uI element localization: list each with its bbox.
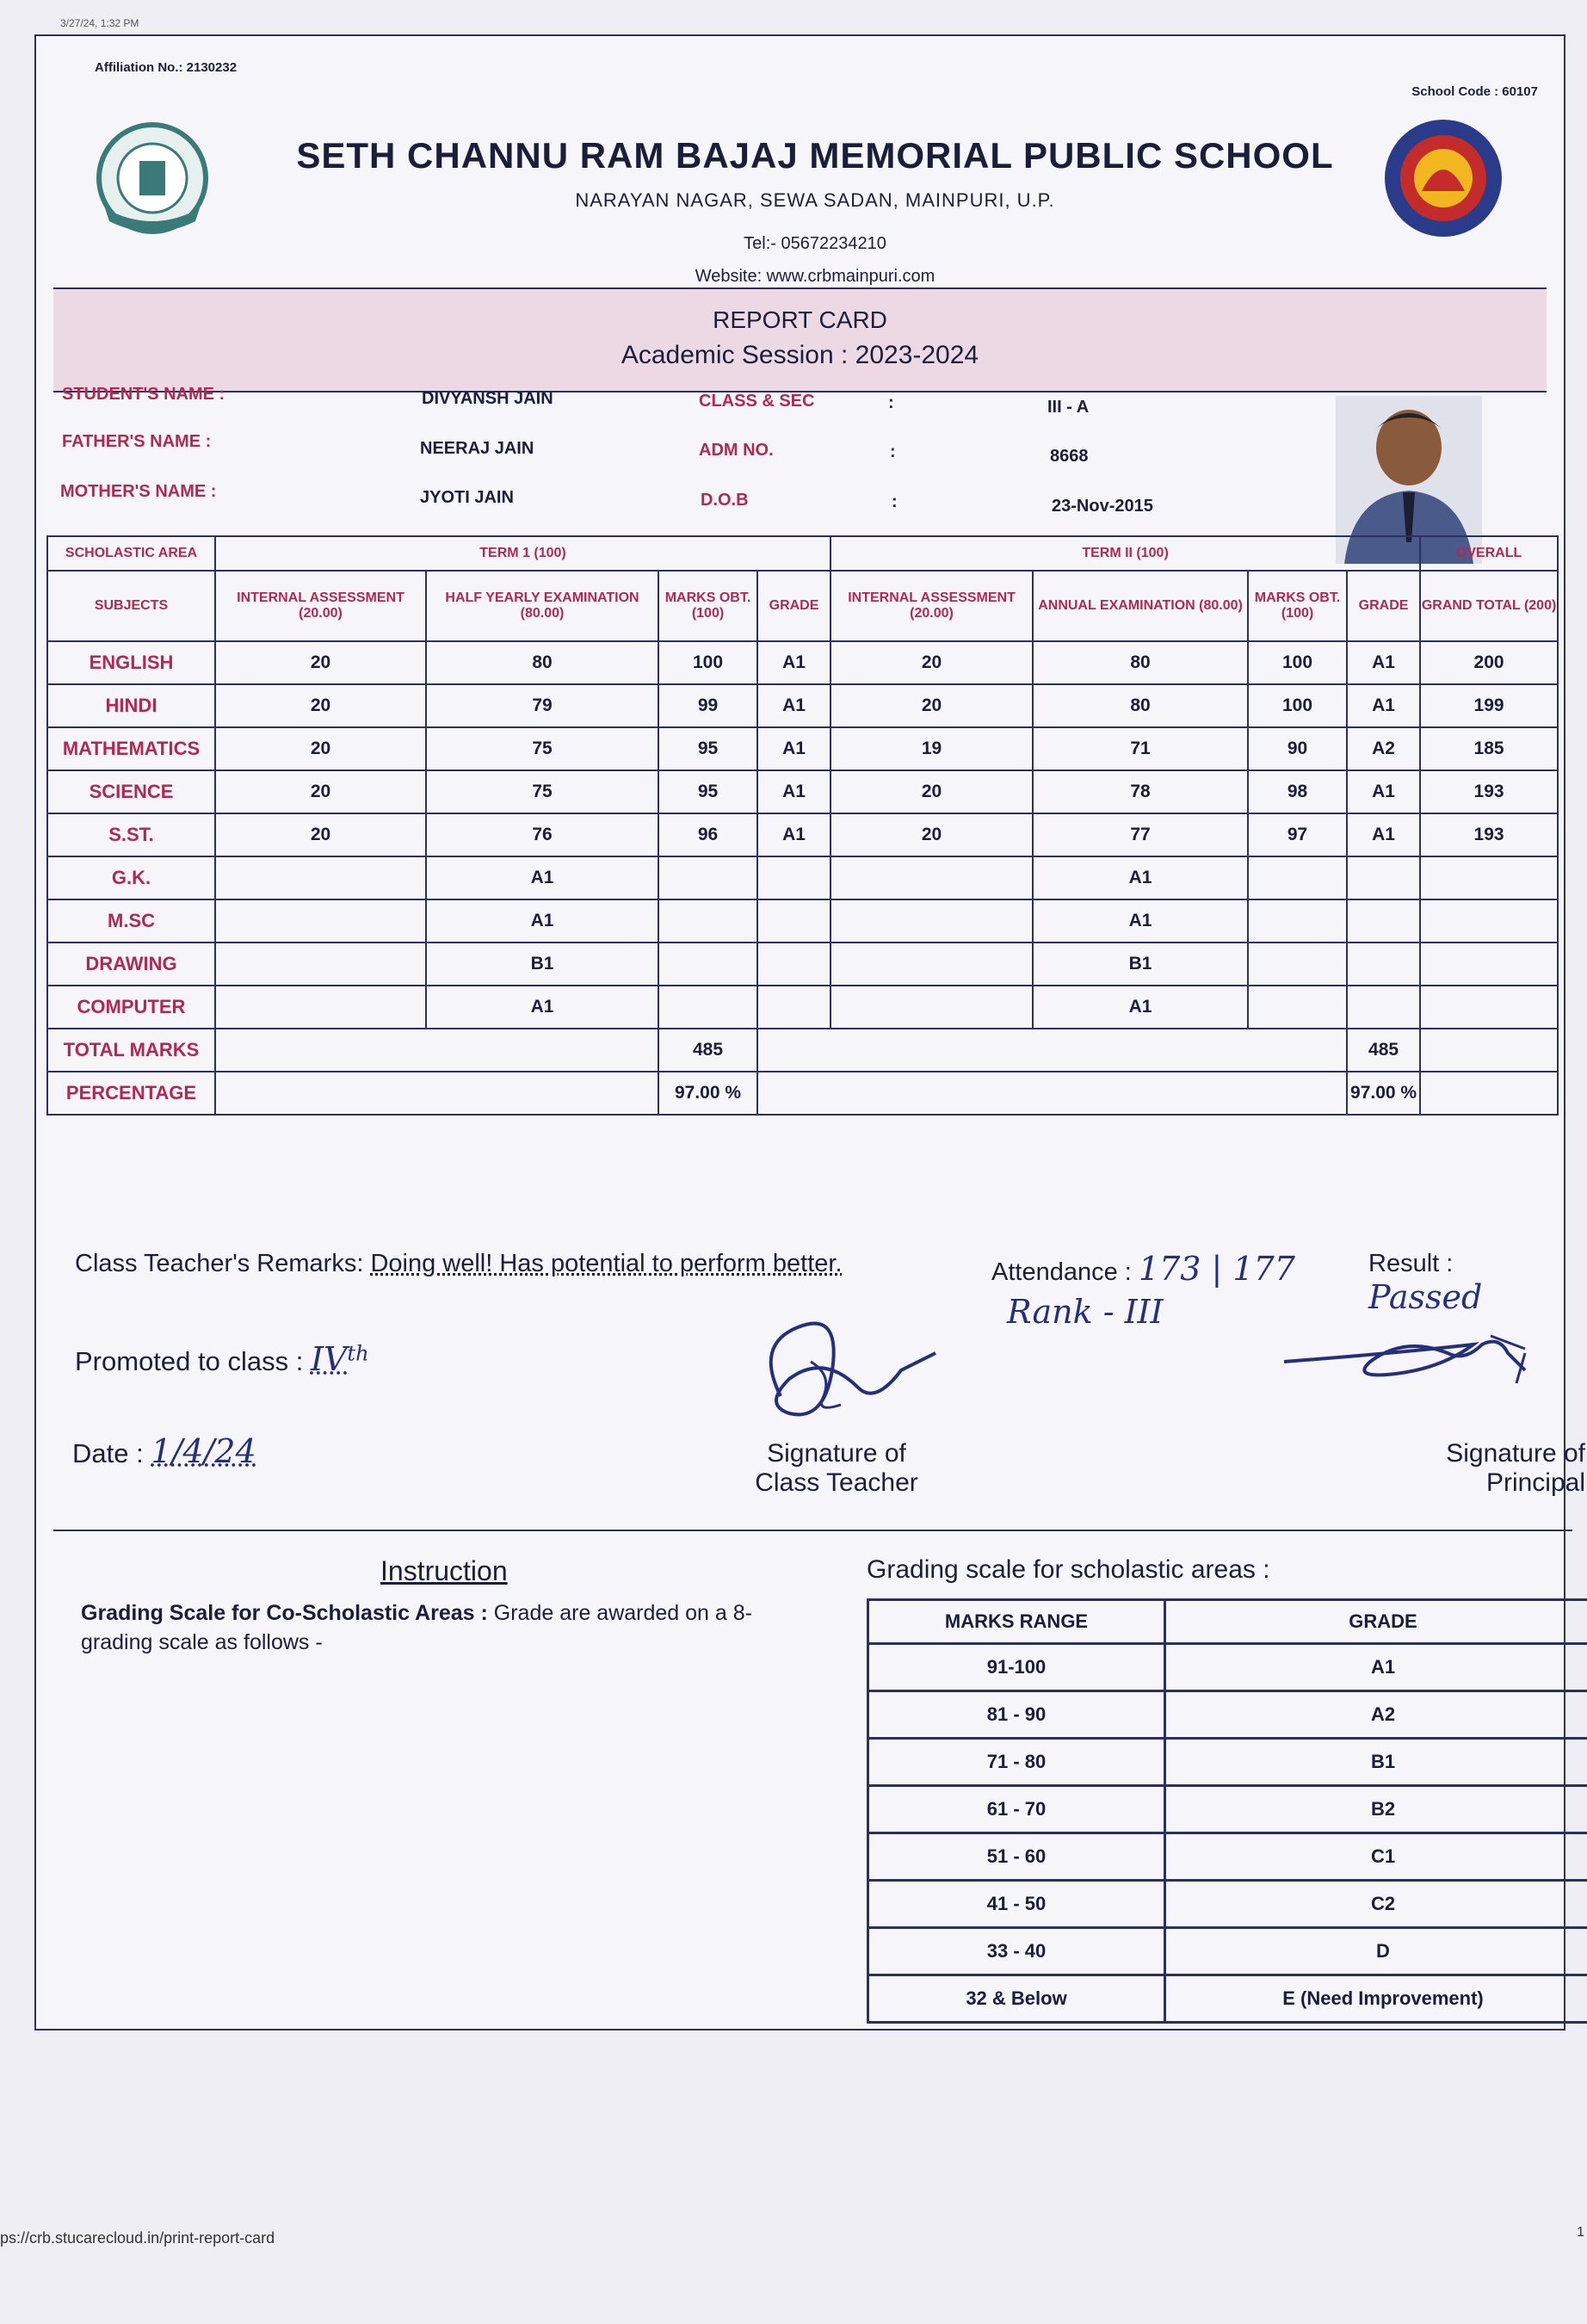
marks-cell: 80	[426, 641, 658, 684]
marks-range: 61 - 70	[868, 1786, 1165, 1833]
grading-scale-table	[867, 1598, 1587, 2024]
marks-cell: 200	[1420, 641, 1558, 684]
empty-cell	[215, 1029, 658, 1072]
marks-cell: A2	[1347, 727, 1420, 770]
marks-cell: A1	[1347, 641, 1420, 684]
scale-row	[868, 1833, 1587, 1881]
overall-header: OVERALL	[1420, 536, 1558, 571]
grade: B2	[1165, 1786, 1587, 1833]
col-header: GRADE	[1347, 571, 1420, 641]
empty-cell	[757, 1029, 1347, 1072]
marks-cell: 20	[831, 641, 1033, 684]
mother-name: JYOTI JAIN	[420, 488, 514, 507]
marks-cell	[215, 856, 426, 899]
marks-cell: 193	[1420, 770, 1558, 813]
marks-cell: 199	[1420, 684, 1558, 727]
scale-row	[868, 1975, 1587, 2023]
father-name: NEERAJ JAIN	[420, 439, 534, 458]
mother-name-label: MOTHER'S NAME :	[60, 482, 217, 501]
report-card-title: REPORT CARD	[713, 306, 887, 333]
total-term1: 485	[658, 1029, 757, 1072]
marks-cell: A1	[426, 856, 658, 899]
marks-range: 71 - 80	[868, 1739, 1165, 1786]
promoted-to	[75, 1340, 369, 1378]
marks-cell	[757, 986, 831, 1029]
col-header: MARKS OBT. (100)	[658, 571, 757, 641]
marks-cell: 20	[215, 684, 426, 727]
remarks-label: Class Teacher's Remarks:	[75, 1250, 364, 1277]
marks-cell: 19	[831, 727, 1033, 770]
marks-cell: 96	[658, 813, 757, 856]
father-name-label: FATHER'S NAME :	[62, 432, 212, 451]
dob-label: D.O.B	[701, 491, 749, 510]
print-timestamp: 3/27/24, 1:32 PM	[60, 17, 139, 29]
marks-cell: B1	[426, 943, 658, 986]
scale-row	[868, 1928, 1587, 1975]
table-row	[47, 727, 1558, 770]
table-row	[47, 986, 1558, 1029]
grade: C1	[1165, 1833, 1587, 1881]
school-crest-icon	[1379, 114, 1508, 243]
marks-range: 33 - 40	[868, 1928, 1165, 1975]
colon: :	[890, 442, 896, 461]
marks-cell	[658, 943, 757, 986]
marks-cell: 20	[215, 770, 426, 813]
marks-cell: 100	[1248, 684, 1347, 727]
term2-header: TERM II (100)	[831, 536, 1420, 571]
remarks-text: Doing well! Has potential to perform better.	[370, 1250, 843, 1277]
marks-cell	[658, 899, 757, 943]
principal-signature-label: Signature of Principal	[1446, 1439, 1585, 1497]
cbse-logo-icon	[88, 114, 217, 243]
marks-cell: A1	[757, 727, 831, 770]
empty-cell	[1420, 1029, 1558, 1072]
subject-name: G.K.	[47, 856, 215, 899]
marks-cell: A1	[757, 684, 831, 727]
marks-cell: 76	[426, 813, 658, 856]
footer-url: ps://crb.stucarecloud.in/print-report-card	[0, 2229, 275, 2247]
percentage-term1: 97.00 %	[658, 1072, 757, 1115]
grade: C2	[1165, 1881, 1587, 1928]
section-divider	[53, 1530, 1572, 1531]
attendance-label: Attendance :	[991, 1258, 1132, 1286]
subject-name: MATHEMATICS	[47, 727, 215, 770]
marks-cell: A1	[757, 813, 831, 856]
marks-cell	[1248, 943, 1347, 986]
marks-cell: A1	[1347, 813, 1420, 856]
marks-cell	[1248, 856, 1347, 899]
marks-cell: A1	[1033, 899, 1248, 943]
marks-cell	[1420, 856, 1558, 899]
marks-cell: 99	[658, 684, 757, 727]
marks-cell: B1	[1033, 943, 1248, 986]
school-website: Website: www.crbmainpuri.com	[695, 267, 936, 286]
marks-cell	[1347, 856, 1420, 899]
colon: :	[892, 492, 898, 511]
grading-scale-title: Grading scale for scholastic areas :	[867, 1555, 1270, 1584]
rank-handwritten: Rank - III	[1007, 1293, 1164, 1331]
class-label: CLASS & SEC	[699, 392, 815, 411]
marks-cell	[1420, 943, 1558, 986]
marks-cell: 100	[658, 641, 757, 684]
report-title-band	[53, 287, 1547, 392]
table-row	[47, 943, 1558, 986]
principal-signature-icon	[1267, 1301, 1559, 1431]
marks-cell	[757, 899, 831, 943]
marks-cell	[215, 943, 426, 986]
grade: B1	[1165, 1739, 1587, 1786]
scale-row	[868, 1691, 1587, 1739]
table-row	[47, 813, 1558, 856]
marks-cell: 78	[1033, 770, 1248, 813]
academic-session: Academic Session : 2023-2024	[621, 341, 979, 369]
marks-table	[46, 535, 1559, 1116]
marks-cell: 185	[1420, 727, 1558, 770]
date	[72, 1432, 256, 1470]
term1-header: TERM 1 (100)	[215, 536, 831, 571]
grade: E (Need Improvement)	[1165, 1975, 1587, 2023]
marks-cell: A1	[426, 986, 658, 1029]
marks-cell	[1347, 899, 1420, 943]
footer-page-number: 1	[1577, 2225, 1584, 2240]
affiliation-number: Affiliation No.: 2130232	[95, 60, 238, 75]
scale-row	[868, 1644, 1587, 1691]
table-row	[47, 641, 1558, 684]
school-phone: Tel:- 05672234210	[744, 234, 886, 253]
school-code: School Code : 60107	[1411, 84, 1538, 99]
table-row	[47, 684, 1558, 727]
scale-row	[868, 1786, 1587, 1833]
marks-cell	[757, 856, 831, 899]
marks-cell: 75	[426, 770, 658, 813]
teacher-signature-label: Signature of Class Teacher	[755, 1439, 918, 1497]
marks-cell: 80	[1033, 641, 1248, 684]
marks-cell: 95	[658, 727, 757, 770]
scale-header: GRADE	[1165, 1600, 1587, 1644]
marks-cell: 71	[1033, 727, 1248, 770]
promoted-class: IV	[310, 1340, 348, 1378]
marks-cell: A1	[757, 770, 831, 813]
marks-cell	[215, 899, 426, 943]
marks-range: 91-100	[868, 1644, 1165, 1691]
teacher-signature-icon	[729, 1293, 953, 1448]
marks-cell	[1420, 899, 1558, 943]
scale-row	[868, 1739, 1587, 1786]
total-term2: 485	[1347, 1029, 1420, 1072]
instruction-title: Instruction	[380, 1555, 508, 1586]
marks-cell: A1	[1347, 770, 1420, 813]
col-header: MARKS OBT. (100)	[1248, 571, 1347, 641]
marks-cell: 193	[1420, 813, 1558, 856]
marks-cell	[1248, 899, 1347, 943]
marks-cell: A1	[426, 899, 658, 943]
table-row	[47, 899, 1558, 943]
marks-cell: 90	[1248, 727, 1347, 770]
marks-cell	[757, 943, 831, 986]
marks-cell	[1347, 943, 1420, 986]
marks-cell: 80	[1033, 684, 1248, 727]
marks-range: 41 - 50	[868, 1881, 1165, 1928]
table-row	[47, 770, 1558, 813]
empty-cell	[757, 1072, 1347, 1115]
marks-cell	[831, 899, 1033, 943]
adm-number: 8668	[1050, 447, 1089, 466]
marks-cell	[215, 986, 426, 1029]
marks-range: 81 - 90	[868, 1691, 1165, 1739]
co-scholastic-note	[81, 1598, 821, 1657]
teacher-remarks	[75, 1250, 843, 1278]
marks-cell: 20	[831, 684, 1033, 727]
co-scholastic-label: Grading Scale for Co-Scholastic Areas :	[81, 1601, 488, 1625]
grade: A2	[1165, 1691, 1587, 1739]
col-header: GRAND TOTAL (200)	[1420, 571, 1558, 641]
marks-cell: 97	[1248, 813, 1347, 856]
school-name: SETH CHANNU RAM BAJAJ MEMORIAL PUBLIC SCHOOL	[296, 135, 1334, 176]
student-name: DIVYANSH JAIN	[422, 389, 553, 408]
marks-cell: A1	[1033, 986, 1248, 1029]
marks-range: 51 - 60	[868, 1833, 1165, 1881]
subject-name: HINDI	[47, 684, 215, 727]
marks-cell	[658, 986, 757, 1029]
col-header: GRADE	[757, 571, 831, 641]
marks-cell	[831, 986, 1033, 1029]
subject-name: COMPUTER	[47, 986, 215, 1029]
marks-cell: A1	[757, 641, 831, 684]
date-label: Date :	[72, 1438, 144, 1468]
marks-cell: 75	[426, 727, 658, 770]
report-card-sheet	[34, 34, 1585, 2030]
col-header: HALF YEARLY EXAMINATION (80.00)	[426, 571, 658, 641]
scholastic-area-header: SCHOLASTIC AREA	[47, 536, 215, 571]
total-marks-label: TOTAL MARKS	[47, 1029, 215, 1072]
marks-cell	[831, 943, 1033, 986]
marks-cell: 100	[1248, 641, 1347, 684]
percentage-term2: 97.00 %	[1347, 1072, 1420, 1115]
col-header: INTERNAL ASSESSMENT (20.00)	[831, 571, 1033, 641]
subject-name: ENGLISH	[47, 641, 215, 684]
table-row	[47, 856, 1558, 899]
dob-value: 23-Nov-2015	[1052, 497, 1153, 516]
promoted-label: Promoted to class :	[75, 1346, 304, 1376]
promoted-suffix: th	[347, 1341, 369, 1366]
marks-cell: A1	[1033, 856, 1248, 899]
marks-cell: A1	[1347, 684, 1420, 727]
grade: D	[1165, 1928, 1587, 1975]
marks-cell: 77	[1033, 813, 1248, 856]
col-header: INTERNAL ASSESSMENT (20.00)	[215, 571, 426, 641]
empty-cell	[1420, 1072, 1558, 1115]
adm-label: ADM NO.	[699, 441, 774, 460]
school-address: NARAYAN NAGAR, SEWA SADAN, MAINPURI, U.P.	[575, 189, 1055, 211]
marks-cell: 20	[215, 727, 426, 770]
marks-cell: 20	[831, 813, 1033, 856]
subject-name: M.SC	[47, 899, 215, 943]
marks-cell	[1248, 986, 1347, 1029]
marks-cell	[1347, 986, 1420, 1029]
attendance-value: 173 | 177	[1138, 1250, 1295, 1288]
empty-cell	[215, 1072, 658, 1115]
marks-cell: 20	[215, 813, 426, 856]
marks-cell: 79	[426, 684, 658, 727]
subject-name: DRAWING	[47, 943, 215, 986]
percentage-label: PERCENTAGE	[47, 1072, 215, 1115]
marks-cell: 20	[215, 641, 426, 684]
scale-row	[868, 1881, 1587, 1928]
marks-cell: 98	[1248, 770, 1347, 813]
marks-cell: 95	[658, 770, 757, 813]
subject-name: S.ST.	[47, 813, 215, 856]
date-value: 1/4/24	[151, 1432, 256, 1470]
marks-cell	[831, 856, 1033, 899]
co-scholastic-text: Grade are awarded on a 8-grading scale as follows -	[81, 1601, 752, 1654]
scale-header: MARKS RANGE	[868, 1600, 1165, 1644]
marks-cell	[1420, 986, 1558, 1029]
grade: A1	[1165, 1644, 1587, 1691]
col-header: SUBJECTS	[47, 571, 215, 641]
marks-range: 32 & Below	[868, 1975, 1165, 2023]
class-value: III - A	[1047, 398, 1090, 417]
col-header: ANNUAL EXAMINATION (80.00)	[1033, 571, 1248, 641]
subject-name: SCIENCE	[47, 770, 215, 813]
colon: :	[888, 393, 894, 412]
result-value: Passed	[1368, 1278, 1483, 1316]
student-name-label: STUDENT'S NAME :	[62, 385, 225, 404]
marks-cell: 20	[831, 770, 1033, 813]
marks-cell	[658, 856, 757, 899]
result-label: Result :	[1368, 1250, 1454, 1277]
attendance	[991, 1250, 1295, 1288]
